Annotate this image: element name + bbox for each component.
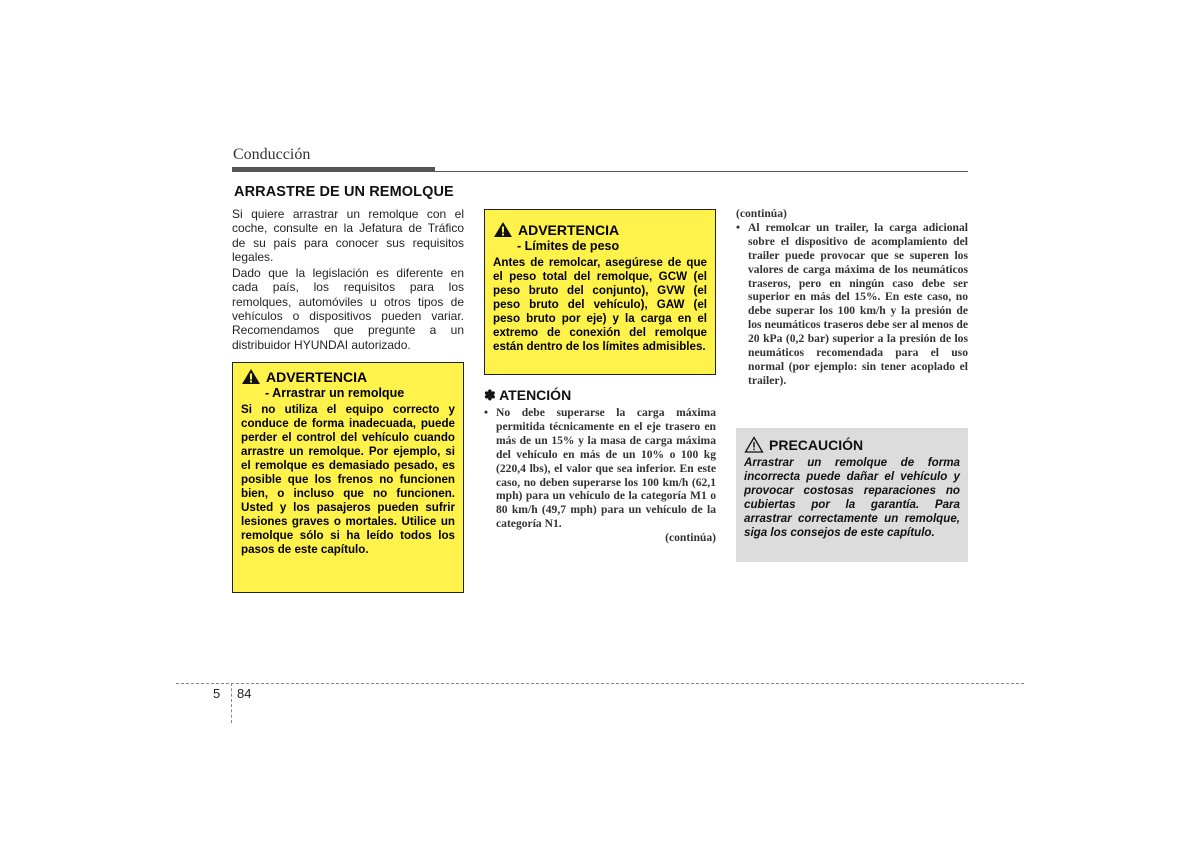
caution-heading: PRECAUCIÓN — [769, 436, 864, 453]
page-title: ARRASTRE DE UN REMOLQUE — [234, 184, 454, 200]
caution-heading-row — [744, 436, 960, 453]
chapter-number: 5 — [213, 686, 221, 701]
section-header: Conducción — [233, 146, 311, 163]
continued-label: (continúa) — [736, 207, 787, 220]
bullet-icon: • — [736, 220, 741, 234]
attention-heading — [484, 387, 571, 404]
intro-text — [232, 207, 464, 354]
warning-body: Antes de remolcar, asegúrese de que el peso total del remolque, GCW (el peso bruto del conjunto), GVW (el peso bruto del vehículo), GAW (el peso bruto por eje) y la carga en el extremo de conexión del remolque están dentro de los límites admisibles. — [493, 256, 707, 353]
header-rule-thin — [232, 171, 968, 172]
caution-body: Arrastrar un remolque de forma incorrecta puede dañar el vehículo y provocar costosas reparaciones no cubiertas por la garantía. Para arrastrar correctamente un remolque, siga los consejos de este capítulo. — [744, 456, 960, 539]
warning-box-towing — [232, 362, 464, 593]
attention-item-text: No debe superarse la carga máxima permitida técnicamente en el eje trasero en más de un 15% y la masa de carga máxima del vehículo en más de un 10% o 100 kg (220,4 lbs), el valor que sea inferior. En este caso, no deben superarse los 100 km/h (62,1 mph) para un vehículo de la categoría M1 o 80 km/h (49,7 mph) para un vehículo de la categoría N1. — [496, 406, 716, 531]
warning-icon — [241, 368, 261, 385]
footer-vertical-divider — [231, 683, 232, 723]
asterisk-icon: ✽ — [484, 387, 496, 403]
caution-box — [736, 428, 968, 562]
warning-subheading: - Límites de peso — [517, 239, 620, 253]
attention-heading-label: ATENCIÓN — [499, 387, 572, 403]
warning-body: Si no utiliza el equipo correcto y conduce de forma inadecuada, puede perder el control del vehículo cuando arrastre un remolque. Por ejemplo, si el remolque es demasiado pesado, es posible que los frenos no funcionen bien, o incluso que no funcionen. Usted y los pasajeros pueden sufrir lesiones graves o mortales. Utilice un remolque sólo si ha leído todos los pasos de este capítulo. — [241, 403, 455, 556]
intro-paragraph-1: Si quiere arrastrar un remolque con el coche, consulte en la Jefatura de Tráfico de su país para conocer sus requisitos legales. — [232, 207, 464, 264]
attention-body — [484, 406, 716, 545]
warning-heading-row — [241, 368, 455, 385]
warning-heading-row — [493, 221, 707, 238]
warning-subheading: - Arrastrar un remolque — [265, 386, 405, 400]
list-item — [484, 406, 716, 531]
list-item — [736, 221, 968, 388]
warning-icon — [493, 221, 513, 238]
caution-icon — [744, 436, 764, 453]
warning-box-weight-limits — [484, 209, 716, 375]
footer-divider — [176, 683, 1024, 684]
column-3-text — [736, 207, 968, 388]
column-3-item-text: Al remolcar un trailer, la carga adicional sobre el dispositivo de acomplamiento del trailer puede provocar que se superen los valores de carga máxima de los neumáticos traseros, pero en ningún caso debe ser superior en más del 15%. En este caso, no debe superar los 100 km/h y la presión de los neumáticos traseros debe ser al menos de 20 kPa (0,2 bar) superior a la presión de los neumáticos recomendada para el uso normal (por ejemplo: sin tener acoplado el trailer). — [748, 220, 968, 387]
bullet-icon: • — [484, 406, 489, 419]
warning-heading: ADVERTENCIA — [266, 368, 368, 385]
continued-label: (continúa) — [665, 531, 716, 545]
warning-heading: ADVERTENCIA — [518, 221, 620, 238]
page-number: 84 — [237, 686, 252, 701]
intro-paragraph-2: Dado que la legislación es diferente en cada país, los requisitos para los remolques, automóviles u otros tipos de vehículos o dispositivos pueden variar. Recomendamos que pregunte a un distribuidor HYUNDAI autorizado. — [232, 266, 464, 352]
